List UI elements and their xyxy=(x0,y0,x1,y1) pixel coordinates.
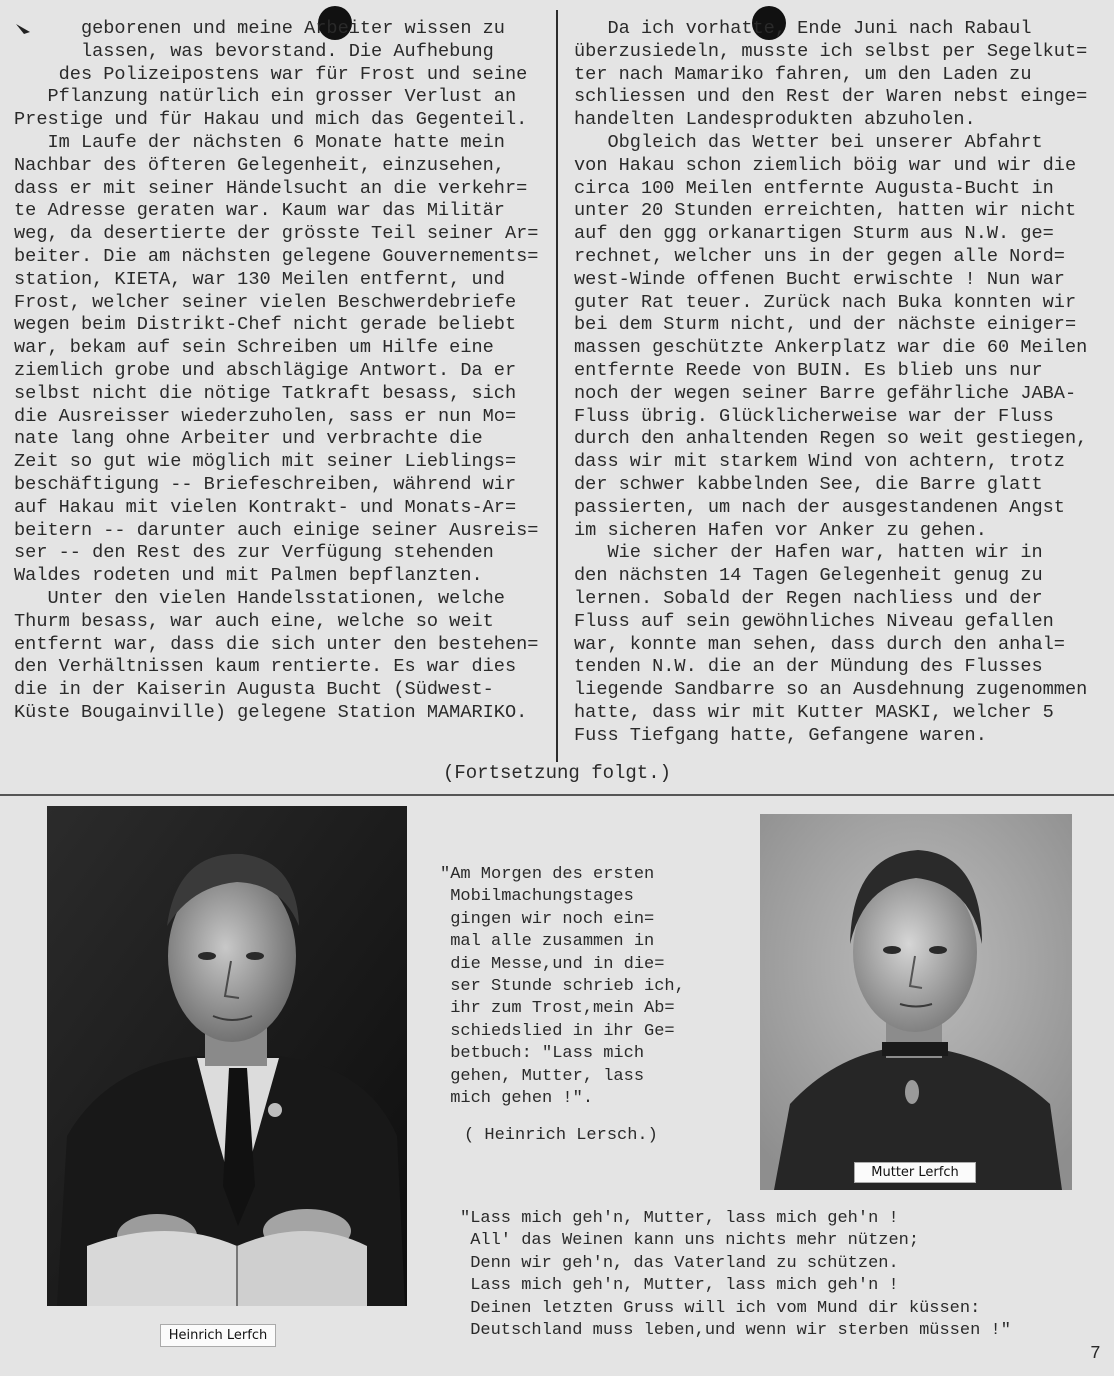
left-text-column xyxy=(14,18,544,725)
quote-line: gingen wir noch ein= xyxy=(440,909,655,929)
text-line: noch der wegen seiner Barre gefährliche JABA- xyxy=(574,382,1077,404)
text-line: Unter den vielen Handelsstationen, welche xyxy=(14,587,505,609)
text-line: te Adresse geraten war. Kaum war das Militär xyxy=(14,200,505,222)
caption-mutter-lersch: Mutter Lerfch xyxy=(854,1162,976,1183)
text-line: beiter. Die am nächsten gelegene Gouvernements= xyxy=(14,245,539,267)
text-line: der schwer kabbelnden See, die Barre glatt xyxy=(574,473,1043,495)
text-line: entfernt war, dass die sich unter den bestehen= xyxy=(14,633,539,655)
text-line: Fuss Tiefgang hatte, Gefangene waren. xyxy=(574,724,987,746)
text-line: den nächsten 14 Tagen Gelegenheit genug zu xyxy=(574,565,1043,587)
mutter-lersch-photo xyxy=(760,814,1072,1190)
poem-line: All' das Weinen kann uns nichts mehr nützen; xyxy=(460,1231,920,1251)
text-line: Wie sicher der Hafen war, hatten wir in xyxy=(574,542,1043,564)
quote-line: gehen, Mutter, lass xyxy=(440,1066,645,1086)
quote-line: mal alle zusammen in xyxy=(440,932,655,952)
text-line: Fluss übrig. Glücklicherweise war der Fluss xyxy=(574,405,1054,427)
text-line: Thurm besass, war auch eine, welche so weit xyxy=(14,610,494,632)
text-line: handelten Landesprodukten abzuholen. xyxy=(574,109,976,131)
heinrich-lersch-photo xyxy=(47,806,407,1306)
text-line: Frost, welcher seiner vielen Beschwerdebriefe xyxy=(14,291,517,313)
text-line: durch den anhaltenden Regen so weit gestiegen, xyxy=(574,428,1088,450)
poem-block xyxy=(460,1208,1100,1342)
text-line: beitern -- darunter auch einige seiner Ausreis= xyxy=(14,519,539,541)
text-line: von Hakau schon ziemlich böig war und wir die xyxy=(574,154,1077,176)
quote-line: ihr zum Trost,mein Ab= xyxy=(440,999,675,1019)
text-line: circa 100 Meilen entfernte Augusta-Bucht in xyxy=(574,177,1054,199)
quote-line: schiedslied in ihr Ge= xyxy=(440,1021,675,1041)
text-line: Zeit so gut wie möglich mit seiner Lieblings= xyxy=(14,451,517,473)
text-line: unter 20 Stunden erreichten, hatten wir nicht xyxy=(574,200,1077,222)
text-line: die Ausreisser wiederzuholen, sass er nun Mo= xyxy=(14,405,517,427)
text-line: geborenen und meine Arbeiter wissen zu xyxy=(14,18,505,39)
text-line: ziemlich grobe und abschlägige Antwort. Da er xyxy=(14,359,517,381)
text-line: dass wir mit starkem Wind von achtern, trotz xyxy=(574,451,1065,473)
quote-line: mich gehen !". xyxy=(440,1089,594,1109)
poem-line: Lass mich geh'n, Mutter, lass mich geh'n ! xyxy=(460,1276,899,1296)
text-line: Waldes rodeten und mit Palmen bepflanzten. xyxy=(14,565,483,587)
text-line: lassen, was bevorstand. Die Aufhebung xyxy=(14,40,494,62)
text-line: den Verhältnissen kaum rentierte. Es war dies xyxy=(14,656,517,678)
text-line: des Polizeipostens war für Frost und seine xyxy=(14,63,528,85)
text-line: überzusiedeln, musste ich selbst per Segelkut= xyxy=(574,40,1088,62)
text-line: bei dem Sturm nicht, und der nächste einiger= xyxy=(574,314,1077,336)
text-line: ser -- den Rest des zur Verfügung stehenden xyxy=(14,542,494,564)
text-line: Küste Bougainville) gelegene Station MAMARIKO. xyxy=(14,701,528,723)
text-line: dass er mit seiner Händelsucht an die verkehr= xyxy=(14,177,528,199)
text-line: im sicheren Hafen vor Anker zu gehen. xyxy=(574,519,987,541)
quote-line: Mobilmachungstages xyxy=(440,887,634,907)
caption-heinrich-lersch: Heinrich Lerfch xyxy=(160,1324,276,1347)
poem-line: Deutschland muss leben,und wenn wir sterben müssen !" xyxy=(460,1321,1011,1341)
column-divider xyxy=(556,10,558,762)
text-line: tenden N.W. die an der Mündung des Flusses xyxy=(574,656,1043,678)
continuation-note: (Fortsetzung folgt.) xyxy=(442,762,672,784)
text-line: station, KIETA, war 130 Meilen entfernt, und xyxy=(14,268,505,290)
text-line: die in der Kaiserin Augusta Bucht (Südwest- xyxy=(14,679,494,701)
text-line: Obgleich das Wetter bei unserer Abfahrt xyxy=(574,131,1043,153)
text-line: selbst nicht die nötige Tatkraft besass, sich xyxy=(14,382,517,404)
text-line: entfernte Reede von BUIN. Es blieb uns nur xyxy=(574,359,1043,381)
text-line: Prestige und für Hakau und mich das Gegenteil. xyxy=(14,109,528,131)
text-line: passierten, um nach der ausgestandenen Angst xyxy=(574,496,1065,518)
text-line: guter Rat teuer. Zurück nach Buka konnten wir xyxy=(574,291,1077,313)
right-text-column xyxy=(574,18,1104,748)
quote-line: "Am Morgen des ersten xyxy=(440,865,655,884)
section-divider xyxy=(0,794,1114,796)
poem-line: "Lass mich geh'n, Mutter, lass mich geh'n ! xyxy=(460,1209,899,1228)
text-line: auf den ggg orkanartigen Sturm aus N.W. ge= xyxy=(574,223,1054,245)
text-line: nate lang ohne Arbeiter und verbrachte die xyxy=(14,428,483,450)
text-line: rechnet, welcher uns in der gegen alle Nord= xyxy=(574,245,1065,267)
text-line: wegen beim Distrikt-Chef nicht gerade beliebt xyxy=(14,314,517,336)
page-number: 7 xyxy=(1090,1344,1101,1364)
text-line: war, bekam auf sein Schreiben um Hilfe eine xyxy=(14,337,494,359)
text-line: Nachbar des öfteren Gelegenheit, einzusehen, xyxy=(14,154,505,176)
text-line: hatte, dass wir mit Kutter MASKI, welcher 5 xyxy=(574,701,1054,723)
text-line: auf Hakau mit vielen Kontrakt- und Monats-Ar= xyxy=(14,496,517,518)
text-line: weg, da desertierte der grösste Teil seiner Ar= xyxy=(14,223,539,245)
quote-line: die Messe,und in die= xyxy=(440,954,665,974)
quote-line: betbuch: "Lass mich xyxy=(440,1044,645,1064)
text-line: massen geschützte Ankerplatz war die 60 Meilen xyxy=(574,337,1088,359)
text-line: lernen. Sobald der Regen nachliess und der xyxy=(574,587,1043,609)
quote-block xyxy=(440,864,740,1110)
text-line: west-Winde offenen Bucht erwischte ! Nun war xyxy=(574,268,1065,290)
text-line: liegende Sandbarre so an Ausdehnung zugenommen xyxy=(574,679,1088,701)
quote-line: ser Stunde schrieb ich, xyxy=(440,977,685,997)
text-line: war, konnte man sehen, dass durch den anhal= xyxy=(574,633,1065,655)
text-line: Da ich vorhatte, Ende Juni nach Rabaul xyxy=(574,18,1032,39)
quote-attribution: ( Heinrich Lersch.) xyxy=(464,1126,658,1145)
poem-line: Denn wir geh'n, das Vaterland zu schützen. xyxy=(460,1253,899,1273)
text-line: ter nach Mamariko fahren, um den Laden zu xyxy=(574,63,1032,85)
text-line: Fluss auf sein gewöhnliches Niveau gefallen xyxy=(574,610,1054,632)
text-line: schliessen und den Rest der Waren nebst einge= xyxy=(574,86,1088,108)
text-line: Pflanzung natürlich ein grosser Verlust an xyxy=(14,86,517,108)
text-line: Im Laufe der nächsten 6 Monate hatte mein xyxy=(14,131,505,153)
poem-line: Deinen letzten Gruss will ich vom Mund dir küssen: xyxy=(460,1298,981,1318)
text-line: beschäftigung -- Briefeschreiben, während wir xyxy=(14,473,517,495)
